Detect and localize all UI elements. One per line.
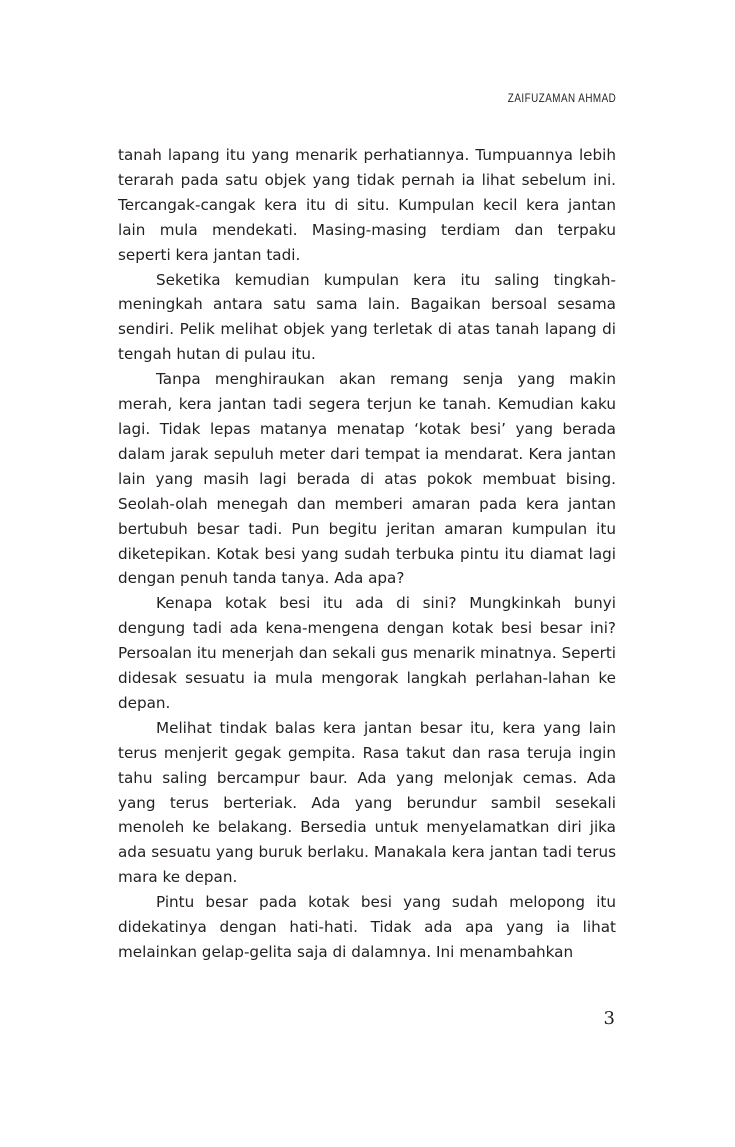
paragraph: Pintu besar pada kotak besi yang sudah melopong itu didekatinya dengan hati-hati. Tidak ada apa yang ia lihat melainkan gelap-gelita saja di dalamnya. Ini menambahkan bbox=[118, 893, 616, 961]
paragraph: Kenapa kotak besi itu ada di sini? Mungkinkah bunyi dengung tadi ada kena-mengena dengan kotak besi besar ini? Persoalan itu menerjah dan sekali gus menarik minatnya. Seperti didesak sesuatu ia mula mengorak langkah perlahan-lahan ke depan. bbox=[118, 594, 616, 712]
page-number: 3 bbox=[603, 1008, 615, 1029]
body-text bbox=[118, 143, 616, 965]
paragraph: Tanpa menghiraukan akan remang senja yang makin merah, kera jantan tadi segera terjun ke tanah. Kemudian kaku lagi. Tidak lepas matanya menatap ‘kotak besi’ yang berada dalam jarak sepuluh meter dari tempat ia mendarat. Kera jantan lain yang masih lagi berada di atas pokok membuat bising. Seolah-olah menegah dan memberi amaran pada kera jantan bertubuh besar tadi. Pun begitu jeritan amaran kumpulan itu diketepikan. Kotak besi yang sudah terbuka pintu itu diamat lagi dengan penuh tanda tanya. Ada apa? bbox=[118, 370, 616, 588]
paragraph: Seketika kemudian kumpulan kera itu saling tingkah-meningkah antara satu sama lain. Bagaikan bersoal sesama sendiri. Pelik melihat objek yang terletak di atas tanah lapang di tengah hutan di pulau itu. bbox=[118, 270, 616, 364]
paragraph: tanah lapang itu yang menarik perhatiannya. Tumpuannya lebih terarah pada satu objek yang tidak pernah ia lihat sebelum ini. Tercangak-cangak kera itu di situ. Kumpulan kecil kera jantan lain mula mendekati. Masing-masing terdiam dan terpaku seperti kera jantan tadi. bbox=[118, 146, 616, 264]
running-head-author: ZAIFUZAMAN AHMAD bbox=[507, 91, 616, 105]
paragraph: Melihat tindak balas kera jantan besar itu, kera yang lain terus menjerit gegak gempita. Rasa takut dan rasa teruja ingin tahu saling bercampur baur. Ada yang melonjak cemas. Ada yang terus berteriak. Ada yang berundur sambil sesekali menoleh ke belakang. Bersedia untuk menyelamatkan diri jika ada sesuatu yang buruk berlaku. Manakala kera jantan tadi terus mara ke depan. bbox=[118, 718, 616, 887]
